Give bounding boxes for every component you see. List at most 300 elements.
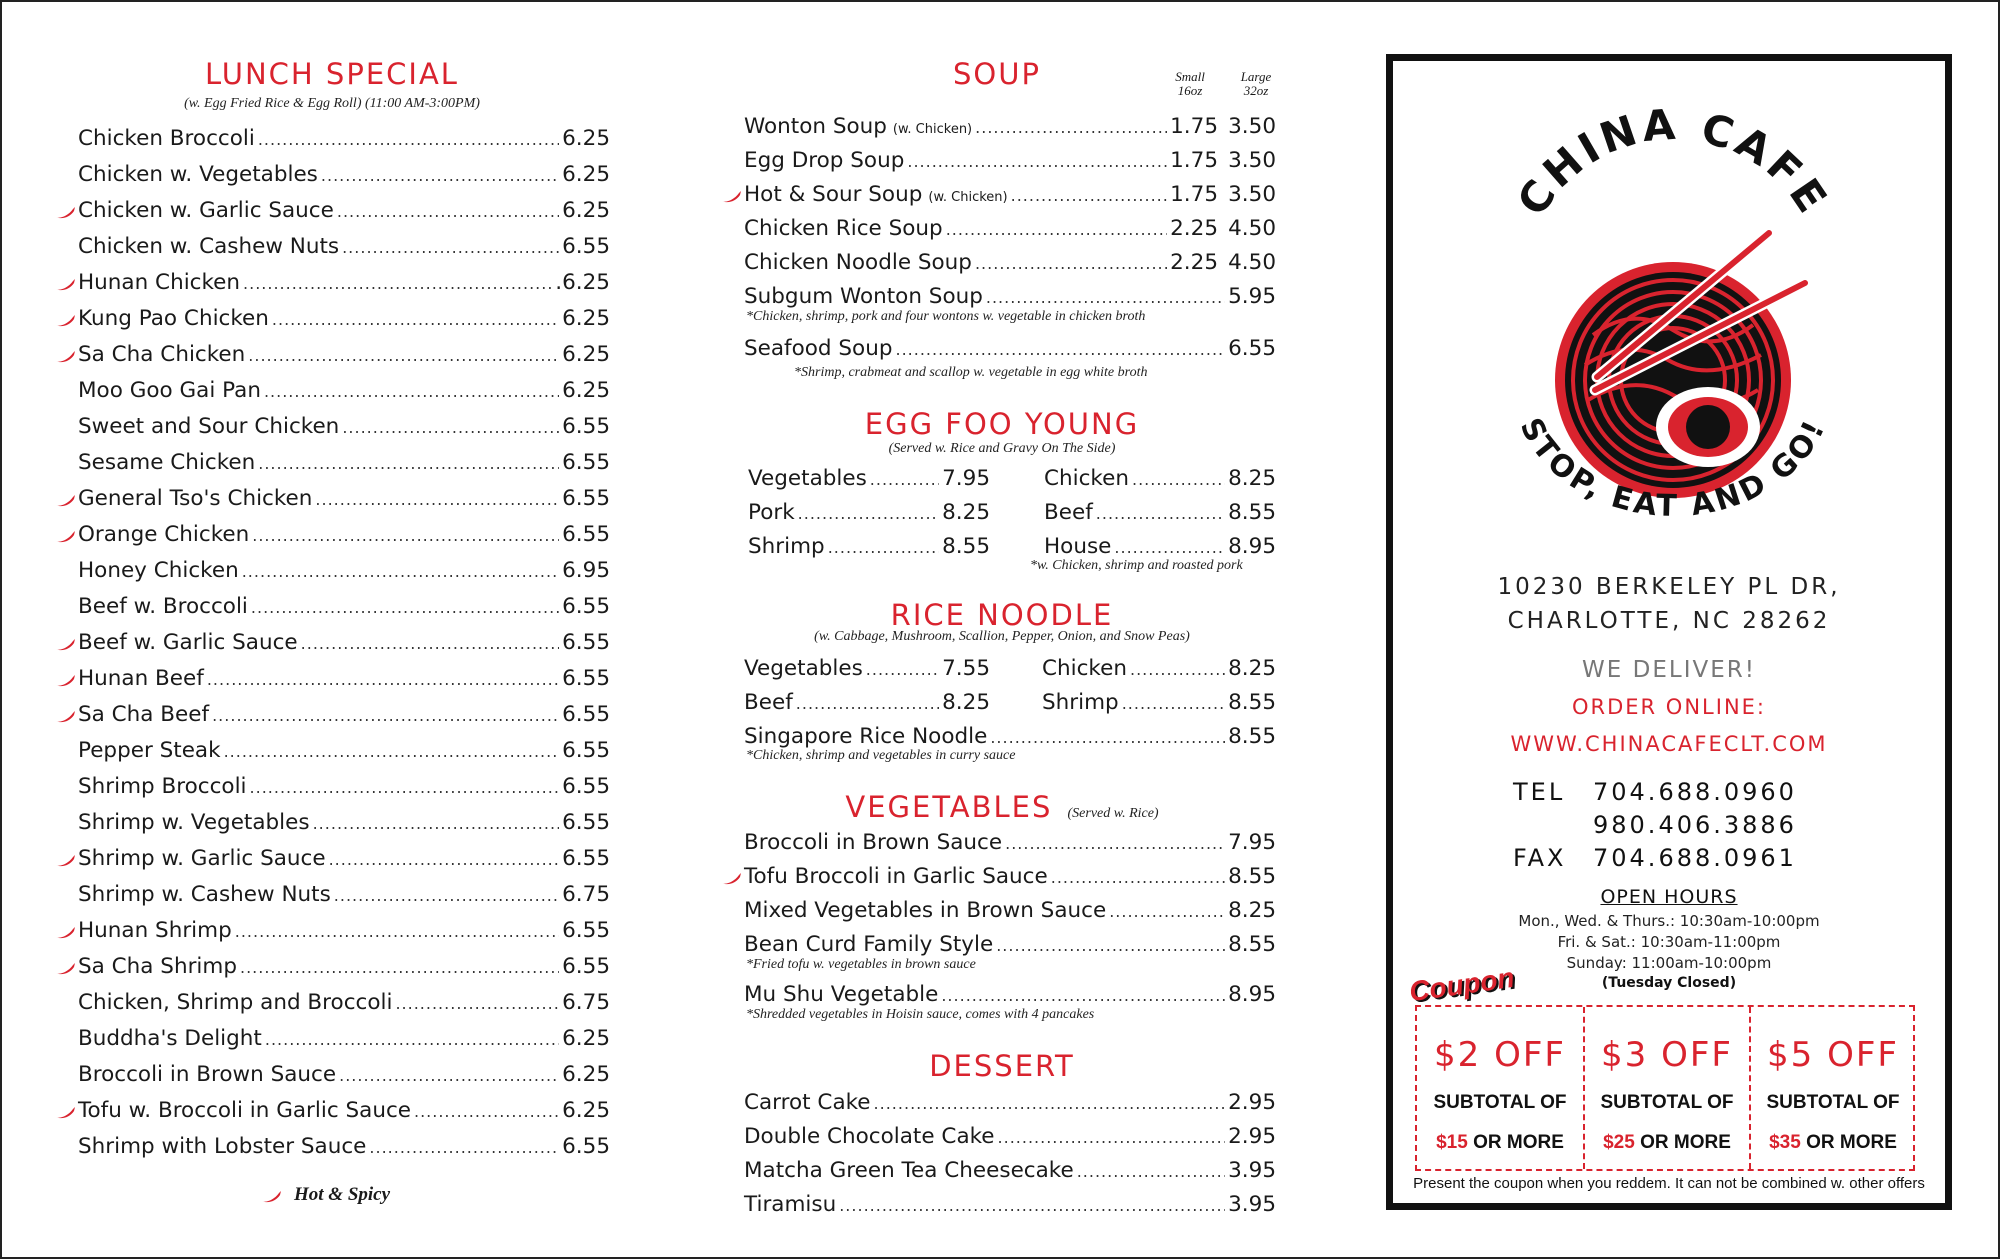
hours-line-2: Fri. & Sat.: 10:30am-11:00pm xyxy=(1557,933,1781,951)
coupon-subtotal-label: SUBTOTAL OF xyxy=(1600,1092,1734,1113)
chili-pepper-icon xyxy=(54,530,76,544)
soup-small-size: 16oz xyxy=(1177,83,1203,98)
small-price: 2.25 xyxy=(1170,216,1218,241)
menu-item-price: 8.25 xyxy=(1228,656,1276,681)
menu-item-price: 7.95 xyxy=(1228,830,1276,855)
order-online-label: ORDER ONLINE: xyxy=(1571,695,1766,719)
soup-small-label: Small xyxy=(1175,69,1205,84)
menu-item-name: Honey Chicken xyxy=(78,558,239,583)
dot-leader xyxy=(240,958,559,977)
menu-item-price: 6.55 xyxy=(562,630,610,655)
menu-item-price: 3.95 xyxy=(1228,1192,1276,1217)
menu-item-price: 8.25 xyxy=(1228,898,1276,923)
dot-leader xyxy=(414,1102,559,1121)
menu-item-price: 8.55 xyxy=(1228,724,1276,749)
menu-item-name: Bean Curd Family Style xyxy=(744,932,994,957)
menu-item-name: Beef w. Broccoli xyxy=(78,594,248,619)
dot-leader xyxy=(342,418,559,437)
dot-leader xyxy=(975,118,1167,137)
menu-item-price: 6.55 xyxy=(562,486,610,511)
hours-line-3: Sunday: 11:00am-10:00pm xyxy=(1566,954,1772,972)
coupon-box xyxy=(1415,1005,1915,1171)
menu-item-name: Tofu Broccoli in Garlic Sauce xyxy=(744,864,1048,889)
egg-foo-young-subtitle: (Served w. Rice and Gravy On The Side) xyxy=(888,441,1116,456)
menu-item-name: General Tso's Chicken xyxy=(78,486,313,511)
menu-item-name: Beef xyxy=(744,690,793,715)
menu-item-price: 6.55 xyxy=(562,774,610,799)
lunch-item-row xyxy=(78,774,610,799)
menu-item-name: Buddha's Delight xyxy=(78,1026,262,1051)
menu-item-name: Double Chocolate Cake xyxy=(744,1124,995,1149)
dot-leader xyxy=(329,850,560,869)
menu-item-name: Carrot Cake xyxy=(744,1090,871,1115)
dot-leader xyxy=(866,660,939,679)
menu-item-name: Pepper Steak xyxy=(78,738,221,763)
menu-item-price: .6.25 xyxy=(555,270,610,295)
chili-pepper-icon xyxy=(54,710,76,724)
dot-leader xyxy=(941,986,1225,1005)
coupon-discount: $3 OFF xyxy=(1601,1035,1733,1075)
menu-item-name: Matcha Green Tea Cheesecake xyxy=(744,1158,1074,1183)
dot-leader xyxy=(946,220,1167,239)
large-price: 4.50 xyxy=(1228,250,1276,275)
menu-item-name: Moo Goo Gai Pan xyxy=(78,378,261,403)
dot-leader xyxy=(1051,868,1225,887)
dot-leader xyxy=(996,936,1225,955)
menu-item-name: Chicken w. Cashew Nuts xyxy=(78,234,340,259)
dot-leader xyxy=(798,504,939,523)
soup-large-header xyxy=(1228,70,1284,98)
dot-leader xyxy=(1114,538,1225,557)
menu-item-price: 6.75 xyxy=(562,990,610,1015)
menu-item-note: (w. Chicken) xyxy=(892,122,973,137)
menu-item-price: 6.25 xyxy=(562,162,610,187)
lunch-item-row xyxy=(78,954,610,979)
menu-item-price: 8.25 xyxy=(942,500,990,525)
menu-item-price: 6.55 xyxy=(562,522,610,547)
lunch-item-row xyxy=(78,486,610,511)
menu-item-name: Singapore Rice Noodle xyxy=(744,724,988,749)
menu-item-price: 6.95 xyxy=(562,558,610,583)
dot-leader xyxy=(337,202,559,221)
rice-noodle-row xyxy=(1042,656,1276,681)
lunch-item-row xyxy=(78,378,610,403)
menu-item-price: 6.55 xyxy=(1228,336,1276,361)
menu-item-price: 6.55 xyxy=(562,666,610,691)
menu-item-name: House xyxy=(1044,534,1112,559)
vegetables-title: VEGETABLES xyxy=(845,790,1053,824)
menu-item-price: 6.25 xyxy=(562,1026,610,1051)
soup-item-row xyxy=(744,148,1276,173)
menu-item-price: 6.55 xyxy=(562,594,610,619)
dot-leader xyxy=(243,274,552,293)
vegetable-item-note: *Fried tofu w. vegetables in brown sauce xyxy=(746,957,976,972)
chili-pepper-icon xyxy=(54,854,76,868)
vegetable-item-row xyxy=(744,932,1276,957)
menu-item-price: 8.25 xyxy=(1228,466,1276,491)
dot-leader xyxy=(342,238,559,257)
dot-leader xyxy=(828,538,939,557)
chili-pepper-icon xyxy=(720,872,742,886)
coupon-subtotal-label: SUBTOTAL OF xyxy=(1433,1092,1567,1113)
vegetable-item-row xyxy=(744,864,1276,889)
soup-item-row xyxy=(744,114,1276,139)
menu-item-name: Vegetables xyxy=(748,466,867,491)
tel-number-1[interactable]: 704.688.0960 xyxy=(1593,778,1797,806)
menu-item-name: Shrimp w. Garlic Sauce xyxy=(78,846,326,871)
dot-leader xyxy=(315,490,559,509)
hot-spicy-label: Hot & Spicy xyxy=(294,1184,391,1205)
dessert-title: DESSERT xyxy=(929,1049,1075,1083)
chili-pepper-icon xyxy=(260,1190,282,1204)
coupon-subtotal-label: SUBTOTAL OF xyxy=(1766,1092,1900,1113)
menu-item-price: 2.95 xyxy=(1228,1090,1276,1115)
dot-leader xyxy=(339,1066,559,1085)
menu-item-name: Egg Drop Soup xyxy=(744,148,905,173)
lunch-item-row xyxy=(78,234,610,259)
dot-leader xyxy=(1130,660,1225,679)
menu-item-name: Vegetables xyxy=(744,656,863,681)
egg-foo-young-row xyxy=(1044,466,1276,491)
dot-leader xyxy=(1132,470,1225,489)
menu-item-name: Chicken xyxy=(1044,466,1129,491)
dot-leader xyxy=(1077,1162,1225,1181)
lunch-item-row xyxy=(78,810,610,835)
menu-item-price: 8.95 xyxy=(1228,534,1276,559)
dot-leader xyxy=(321,166,559,185)
rice-noodle-row xyxy=(744,690,990,715)
lunch-item-row xyxy=(78,342,610,367)
tel-label: TEL xyxy=(1513,778,1566,806)
coupon-discount: $2 OFF xyxy=(1434,1035,1566,1075)
menu-item-price: 6.55 xyxy=(562,234,610,259)
menu-item-name: Shrimp xyxy=(1042,690,1119,715)
menu-item-price: 8.25 xyxy=(942,690,990,715)
menu-item-name: Sa Cha Shrimp xyxy=(78,954,237,979)
menu-item-name: Chicken w. Vegetables xyxy=(78,162,318,187)
vegetable-item-row xyxy=(744,830,1276,855)
dot-leader xyxy=(839,1196,1225,1215)
dot-leader xyxy=(258,454,559,473)
chili-pepper-icon xyxy=(54,206,76,220)
menu-item-name: Kung Pao Chicken xyxy=(78,306,269,331)
menu-item-name: Wonton Soup xyxy=(744,114,887,139)
rice-noodle-row xyxy=(744,656,990,681)
menu-item-price: 6.25 xyxy=(562,198,610,223)
menu-item-name: Hunan Beef xyxy=(78,666,204,691)
small-price: 2.25 xyxy=(1170,250,1218,275)
chili-pepper-icon xyxy=(54,1106,76,1120)
menu-item-name: Hot & Sour Soup xyxy=(744,182,923,207)
coupon-minimum: $35 OR MORE xyxy=(1769,1132,1897,1153)
menu-item-price: 6.55 xyxy=(562,810,610,835)
dot-leader xyxy=(264,382,559,401)
egg-foo-young-title: EGG FOO YOUNG xyxy=(864,407,1140,441)
address-line-1: 10230 BERKELEY PL DR, xyxy=(1497,574,1841,600)
menu-item-name: Shrimp Broccoli xyxy=(78,774,247,799)
dot-leader xyxy=(242,562,559,581)
subgum-note: *Chicken, shrimp, pork and four wontons w. vegetable in chicken broth xyxy=(746,309,1146,324)
slogan-text: STOP, EAT AND GO! xyxy=(1512,412,1834,525)
vegetable-item-row xyxy=(744,982,1276,1007)
dot-leader xyxy=(313,814,560,833)
egg-foo-young-row xyxy=(748,500,990,525)
lunch-item-row xyxy=(78,630,610,655)
soup-small-header xyxy=(1162,70,1218,98)
open-hours-title: OPEN HOURS xyxy=(1600,886,1738,908)
menu-item-name: Sa Cha Beef xyxy=(78,702,210,727)
coupon-minimum: $15 OR MORE xyxy=(1436,1132,1564,1153)
lunch-item-row xyxy=(78,1098,610,1123)
menu-item-price: 6.55 xyxy=(562,954,610,979)
dot-leader xyxy=(907,152,1167,171)
menu-item-name: Chicken xyxy=(1042,656,1127,681)
lunch-item-row xyxy=(78,306,610,331)
menu-item-price: 5.95 xyxy=(1228,284,1276,309)
dot-leader xyxy=(395,994,559,1013)
menu-item-name: Sesame Chicken xyxy=(78,450,256,475)
large-price: 3.50 xyxy=(1228,182,1276,207)
fax-number: 704.688.0961 xyxy=(1593,844,1797,872)
tel-number-2[interactable]: 980.406.3886 xyxy=(1593,811,1797,839)
menu-item-name: Broccoli in Brown Sauce xyxy=(744,830,1003,855)
seafood-soup-row xyxy=(744,336,1276,361)
we-deliver-text: WE DELIVER! xyxy=(1582,657,1756,683)
menu-item-name: Beef xyxy=(1044,500,1093,525)
egg-foo-young-row xyxy=(748,466,990,491)
chili-pepper-icon xyxy=(54,962,76,976)
lunch-item-row xyxy=(78,522,610,547)
rice-noodle-title: RICE NOODLE xyxy=(890,598,1114,632)
menu-item-price: 2.95 xyxy=(1228,1124,1276,1149)
menu-item-price: 7.55 xyxy=(942,656,990,681)
tuesday-closed: (Tuesday Closed) xyxy=(1601,975,1737,991)
dessert-item-row xyxy=(744,1124,1276,1149)
restaurant-info-panel xyxy=(1386,54,1952,1210)
menu-item-price: 7.95 xyxy=(942,466,990,491)
soup-title: SOUP xyxy=(953,57,1041,91)
coupon-3-off[interactable] xyxy=(1584,1007,1750,1169)
singapore-note: *Chicken, shrimp and vegetables in curry sauce xyxy=(746,748,1016,763)
dot-leader xyxy=(212,706,559,725)
vegetables-subtitle: (Served w. Rice) xyxy=(1067,806,1159,821)
menu-item-price: 6.75 xyxy=(562,882,610,907)
menu-item-price: 6.25 xyxy=(562,378,610,403)
menu-item-name: Hunan Chicken xyxy=(78,270,241,295)
menu-item-price: 8.55 xyxy=(1228,500,1276,525)
dot-leader xyxy=(252,526,559,545)
menu-item-name: Subgum Wonton Soup xyxy=(744,284,983,309)
dessert-item-row xyxy=(744,1090,1276,1115)
menu-item-name: Tofu w. Broccoli in Garlic Sauce xyxy=(78,1098,411,1123)
dot-leader xyxy=(998,1128,1226,1147)
menu-item-price: 6.55 xyxy=(562,846,610,871)
rice-noodle-row xyxy=(1042,690,1276,715)
dot-leader xyxy=(1005,834,1225,853)
dot-leader xyxy=(975,254,1167,273)
lunch-item-row xyxy=(78,270,610,295)
small-price: 1.75 xyxy=(1170,148,1218,173)
website-link[interactable]: WWW.CHINACAFECLT.COM xyxy=(1510,732,1828,756)
dot-leader xyxy=(1011,186,1168,205)
lunch-item-row xyxy=(78,126,610,151)
menu-item-price: 6.55 xyxy=(562,1134,610,1159)
dot-leader xyxy=(334,886,559,905)
large-price: 4.50 xyxy=(1228,216,1276,241)
lunch-item-row xyxy=(78,594,610,619)
menu-item-price: 6.25 xyxy=(562,342,610,367)
menu-item-name: Hunan Shrimp xyxy=(78,918,232,943)
lunch-item-row xyxy=(78,558,610,583)
menu-item-name: Mixed Vegetables in Brown Sauce xyxy=(744,898,1107,923)
dot-leader xyxy=(796,694,939,713)
menu-item-name: Chicken, Shrimp and Broccoli xyxy=(78,990,393,1015)
lunch-item-row xyxy=(78,1026,610,1051)
large-price: 3.50 xyxy=(1228,114,1276,139)
menu-item-price: 8.55 xyxy=(942,534,990,559)
slogan-arc xyxy=(1483,411,1863,561)
menu-item-price: 8.55 xyxy=(1228,864,1276,889)
vegetable-item-row xyxy=(744,898,1276,923)
menu-item-price: 6.55 xyxy=(562,918,610,943)
menu-item-name: Sweet and Sour Chicken xyxy=(78,414,340,439)
soup-large-label: Large xyxy=(1240,69,1272,84)
chili-pepper-icon xyxy=(720,190,742,204)
menu-item-name: Sa Cha Chicken xyxy=(78,342,246,367)
menu-item-name: Tiramisu xyxy=(744,1192,837,1217)
dot-leader xyxy=(369,1138,559,1157)
soup-item-row xyxy=(744,182,1276,207)
menu-item-name: Shrimp w. Vegetables xyxy=(78,810,310,835)
house-egg-foo-young-note: *w. Chicken, shrimp and roasted pork xyxy=(1030,558,1243,573)
subgum-wonton-soup-row xyxy=(744,284,1276,309)
dot-leader xyxy=(272,310,559,329)
menu-item-name: Chicken Broccoli xyxy=(78,126,255,151)
lunch-item-row xyxy=(78,738,610,763)
menu-item-price: 6.55 xyxy=(562,702,610,727)
lunch-item-row xyxy=(78,450,610,475)
chili-pepper-icon xyxy=(54,314,76,328)
fax-label: FAX xyxy=(1513,844,1567,872)
menu-item-name: Orange Chicken xyxy=(78,522,250,547)
menu-item-price: 8.55 xyxy=(1228,932,1276,957)
dot-leader xyxy=(1109,902,1225,921)
menu-item-name: Chicken Noodle Soup xyxy=(744,250,972,275)
dot-leader xyxy=(248,346,559,365)
lunch-item-row xyxy=(78,414,610,439)
menu-item-name: Mu Shu Vegetable xyxy=(744,982,939,1007)
small-price: 1.75 xyxy=(1170,182,1218,207)
singapore-rice-noodle-row xyxy=(744,724,1276,749)
menu-item-name: Shrimp with Lobster Sauce xyxy=(78,1134,367,1159)
menu-item-price: 6.25 xyxy=(562,1062,610,1087)
menu-item-price: 6.55 xyxy=(562,738,610,763)
coupon-footer: Present the coupon when you reddem. It can not be combined w. other offers xyxy=(1413,1175,1925,1192)
lunch-item-row xyxy=(78,990,610,1015)
menu-item-price: 6.55 xyxy=(562,414,610,439)
menu-item-name: Beef w. Garlic Sauce xyxy=(78,630,298,655)
dot-leader xyxy=(251,598,559,617)
menu-item-name: Seafood Soup xyxy=(744,336,893,361)
lunch-item-row xyxy=(78,1134,610,1159)
menu-item-price: 6.25 xyxy=(562,126,610,151)
menu-item-name: Broccoli in Brown Sauce xyxy=(78,1062,337,1087)
menu-item-price: 8.95 xyxy=(1228,982,1276,1007)
menu-item-price: 3.95 xyxy=(1228,1158,1276,1183)
logo-name-text: CHINA CAFE xyxy=(1507,105,1839,225)
dot-leader xyxy=(301,634,559,653)
vegetable-item-note: *Shredded vegetables in Hoisin sauce, comes with 4 pancakes xyxy=(746,1007,1095,1022)
chili-pepper-icon xyxy=(54,494,76,508)
soup-large-size: 32oz xyxy=(1243,83,1269,98)
coupon-5-off[interactable] xyxy=(1750,1007,1916,1169)
dot-leader xyxy=(224,742,560,761)
menu-item-name: Shrimp xyxy=(748,534,825,559)
dot-leader xyxy=(1096,504,1225,523)
lunch-item-row xyxy=(78,918,610,943)
vegetables-header xyxy=(802,790,1202,824)
large-price: 3.50 xyxy=(1228,148,1276,173)
chili-pepper-icon xyxy=(54,278,76,292)
lunch-item-row xyxy=(78,882,610,907)
lunch-item-row xyxy=(78,702,610,727)
dot-leader xyxy=(235,922,559,941)
menu-item-price: 6.25 xyxy=(562,1098,610,1123)
coupon-tag: Coupon xyxy=(1407,961,1517,1008)
menu-item-name: Pork xyxy=(748,500,795,525)
lunch-item-row xyxy=(78,1062,610,1087)
menu-item-note: (w. Chicken) xyxy=(928,190,1008,205)
dot-leader xyxy=(265,1030,559,1049)
egg-foo-young-row xyxy=(1044,534,1276,559)
egg-foo-young-row xyxy=(1044,500,1276,525)
menu-item-price: 6.55 xyxy=(562,450,610,475)
soup-item-row xyxy=(744,250,1276,275)
chili-pepper-icon xyxy=(54,926,76,940)
dot-leader xyxy=(874,1094,1226,1113)
menu-item-price: 8.55 xyxy=(1228,690,1276,715)
rice-noodle-subtitle: (w. Cabbage, Mushroom, Scallion, Pepper, Onion, and Snow Peas) xyxy=(814,629,1190,644)
dot-leader xyxy=(250,778,560,797)
dot-leader xyxy=(207,670,559,689)
dot-leader xyxy=(258,130,559,149)
lunch-special-title: LUNCH SPECIAL xyxy=(205,57,459,91)
soup-item-row xyxy=(744,216,1276,241)
dot-leader xyxy=(870,470,939,489)
chili-pepper-icon xyxy=(54,638,76,652)
menu-item-name: Chicken Rice Soup xyxy=(744,216,943,241)
chili-pepper-icon xyxy=(54,674,76,688)
lunch-item-row xyxy=(78,666,610,691)
small-price: 1.75 xyxy=(1170,114,1218,139)
lunch-special-subtitle: (w. Egg Fried Rice & Egg Roll) (11:00 AM-3:00PM) xyxy=(184,96,480,111)
hours-line-1: Mon., Wed. & Thurs.: 10:30am-10:00pm xyxy=(1518,912,1820,930)
chili-pepper-icon xyxy=(54,350,76,364)
egg-foo-young-row xyxy=(748,534,990,559)
seafood-note: *Shrimp, crabmeat and scallop w. vegetable in egg white broth xyxy=(794,365,1148,380)
lunch-item-row xyxy=(78,846,610,871)
menu-item-price: 6.25 xyxy=(562,306,610,331)
menu-item-name: Shrimp w. Cashew Nuts xyxy=(78,882,331,907)
dessert-item-row xyxy=(744,1158,1276,1183)
address-line-2: CHARLOTTE, NC 28262 xyxy=(1507,608,1831,634)
lunch-item-row xyxy=(78,162,610,187)
dot-leader xyxy=(1122,694,1225,713)
coupon-discount: $5 OFF xyxy=(1767,1035,1899,1075)
coupon-2-off[interactable] xyxy=(1417,1007,1583,1169)
lunch-item-row xyxy=(78,198,610,223)
coupon-minimum: $25 OR MORE xyxy=(1603,1132,1731,1153)
